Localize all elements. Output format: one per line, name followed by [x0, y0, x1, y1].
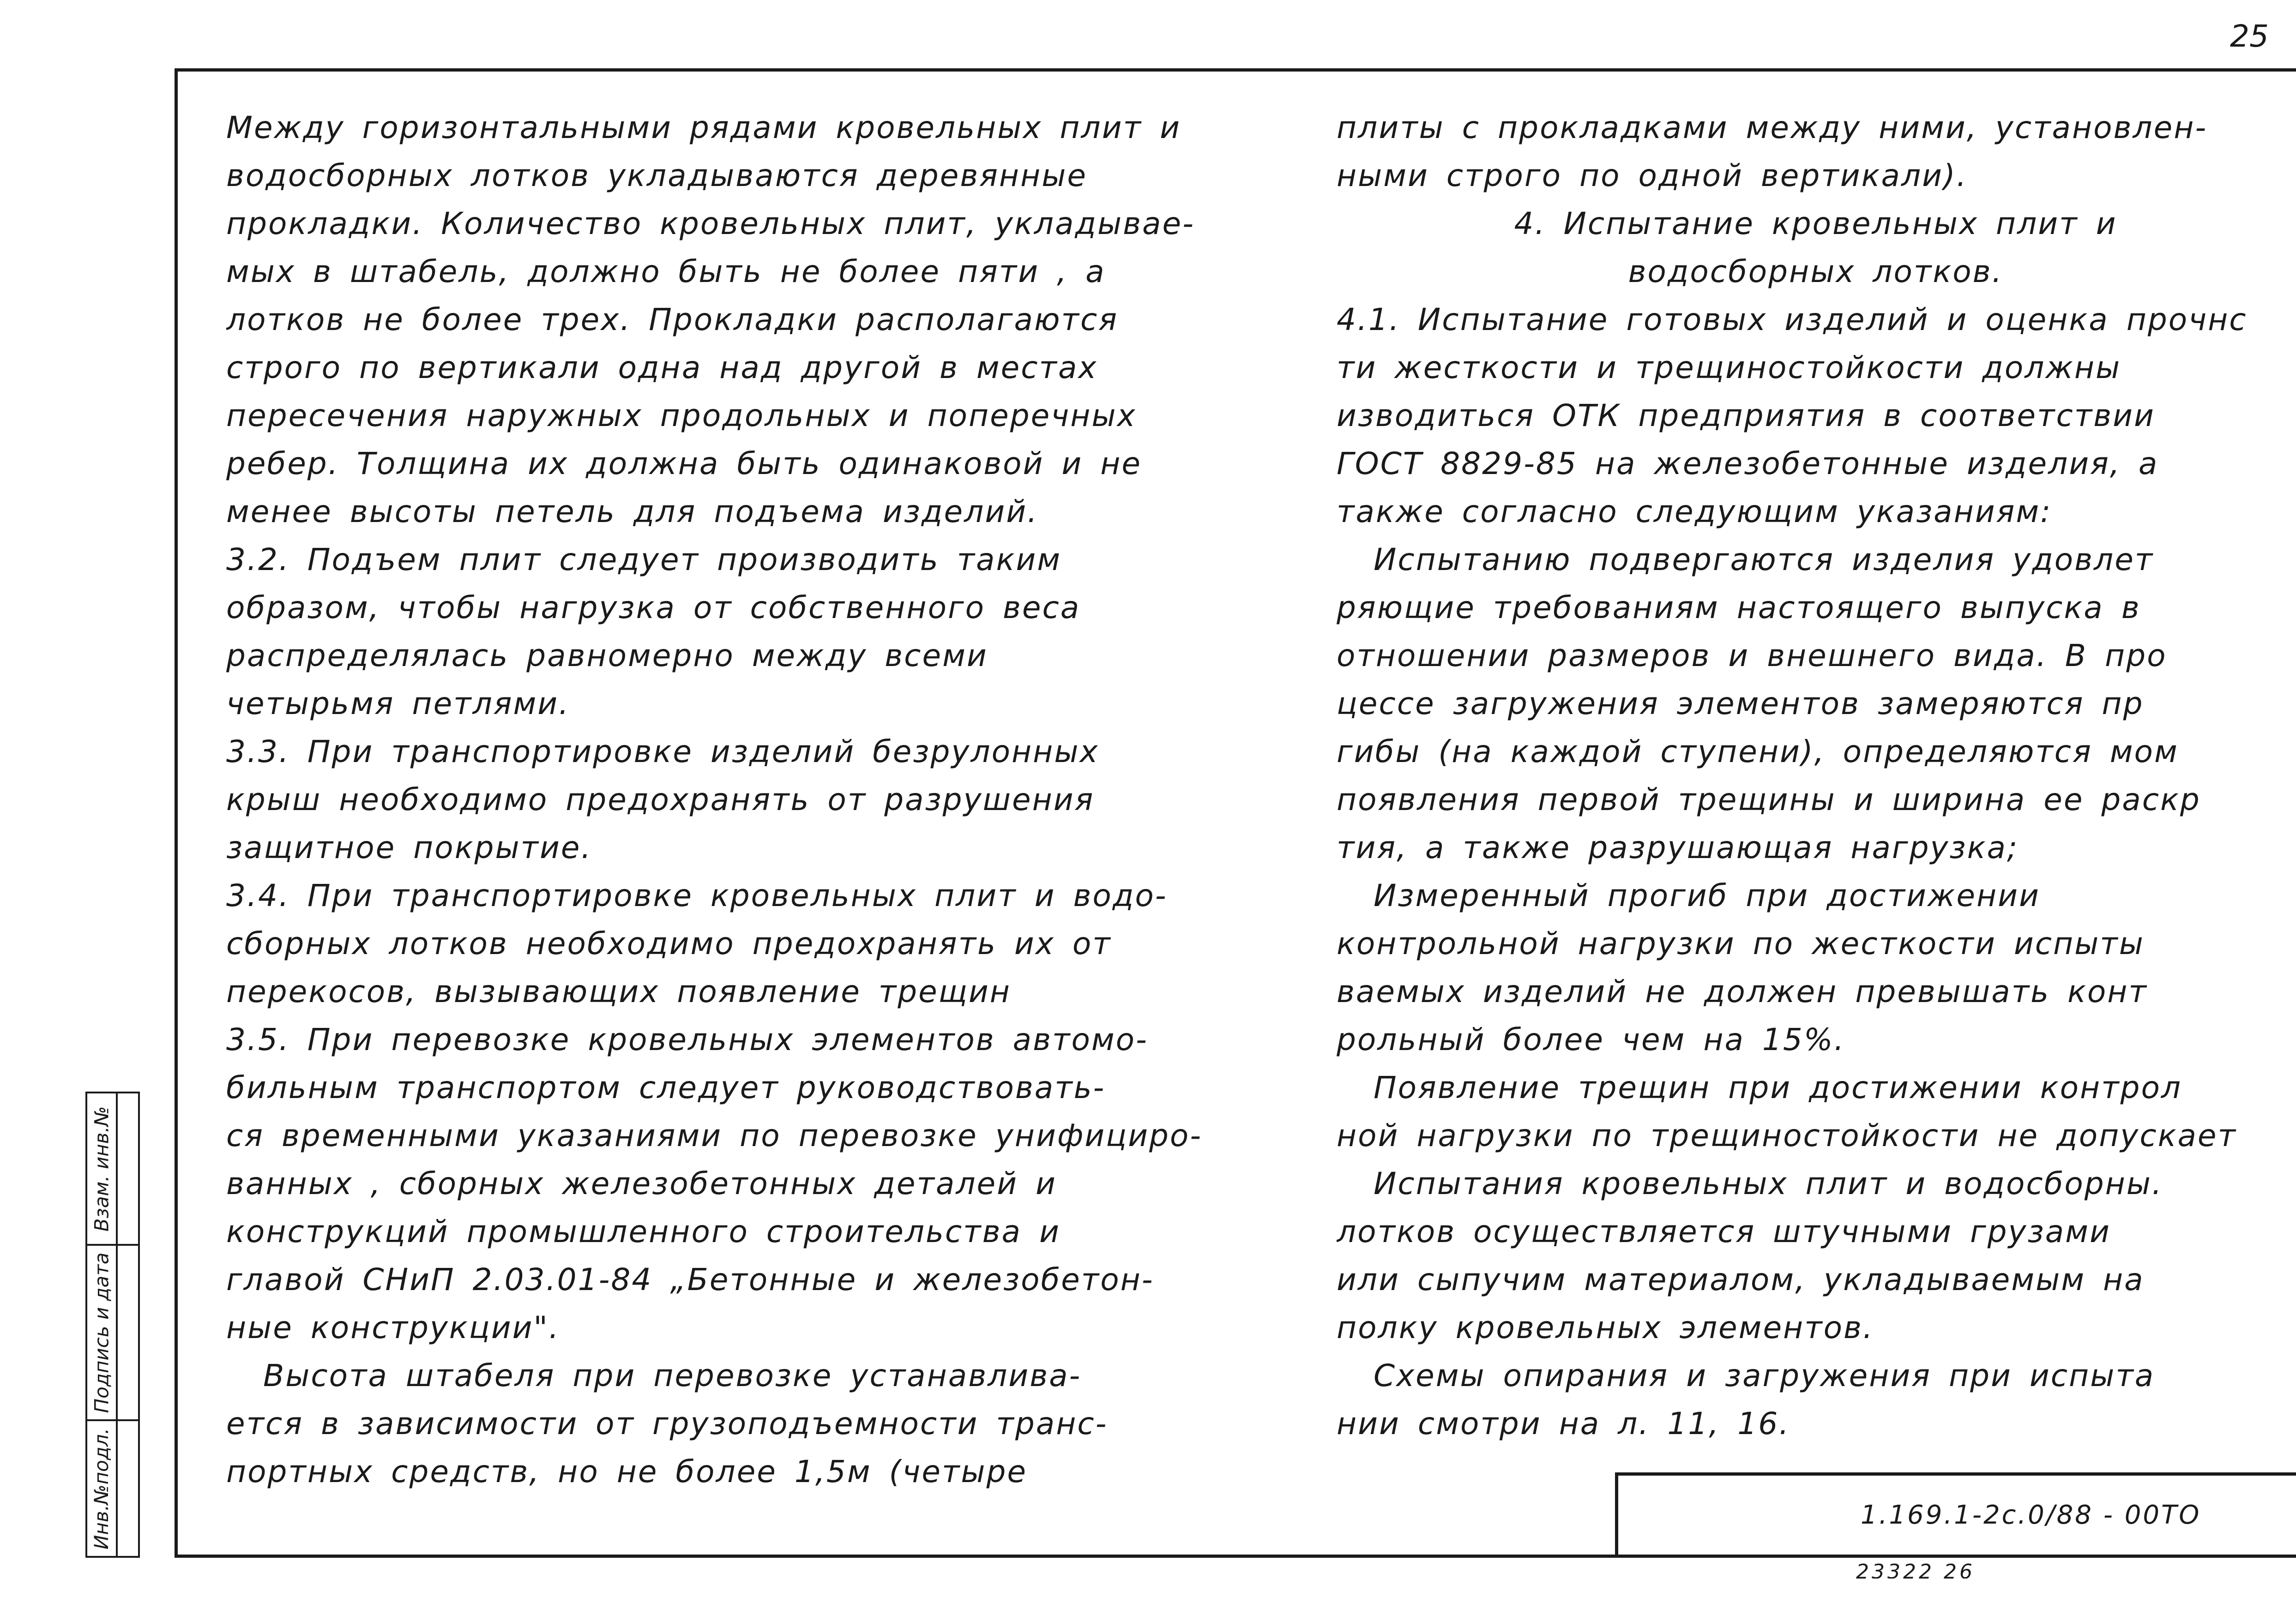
text-line: четырьмя петлями.: [226, 686, 570, 721]
text-line: контрольной нагрузки по жесткости испыты: [1337, 926, 2145, 961]
text-line: Появление трещин при достижении контрол: [1374, 1070, 2182, 1105]
text-line: защитное покрытие.: [226, 830, 592, 865]
document-subcode: 23322 26: [1856, 1560, 1975, 1579]
text-line: рольный более чем на 15%.: [1337, 1022, 1845, 1057]
text-line: портных средств, но не более 1,5м (четыре: [226, 1454, 1028, 1489]
text-line: Между горизонтальными рядами кровельных плит и: [226, 110, 1181, 145]
text-line: цессе загружения элементов замеряются пр: [1337, 686, 2144, 721]
text-line: ваемых изделий не должен превышать конт: [1337, 974, 2148, 1009]
text-line: прокладки. Количество кровельных плит, укладывае-: [226, 206, 1195, 241]
text-line: Схемы опирания и загружения при испыта: [1374, 1358, 2155, 1393]
text-line: распределялась равномерно между всеми: [226, 638, 988, 673]
text-line: ной нагрузки по трещиностойкости не допускает: [1337, 1118, 2237, 1153]
text-line: плиты с прокладками между ними, установлен-: [1337, 110, 2208, 145]
text-line: отношении размеров и внешнего вида. В про: [1337, 638, 2167, 673]
text-line: бильным транспортом следует руководствовать-: [226, 1070, 1106, 1105]
stamp-label: Взам. инв.№: [90, 1106, 113, 1231]
text-line: строго по вертикали одна над другой в местах: [226, 350, 1098, 385]
stamp-cell-signature: [87, 1246, 116, 1421]
text-line: главой СНиП 2.03.01-84 „Бетонные и железобетон-: [226, 1262, 1154, 1297]
stamp-label: Инв.№подл.: [90, 1428, 113, 1549]
text-line: водосборных лотков укладываются деревянные: [226, 158, 1087, 193]
text-line: сборных лотков необходимо предохранять их от: [226, 926, 1112, 961]
text-line: пересечения наружных продольных и поперечных: [226, 398, 1137, 433]
text-line: 4.1. Испытание готовых изделий и оценка прочнс: [1337, 302, 2248, 337]
text-line: 3.2. Подъем плит следует производить таким: [226, 542, 1062, 577]
text-line: ные конструкции".: [226, 1310, 560, 1345]
text-line: или сыпучим материалом, укладываемым на: [1337, 1262, 2145, 1297]
text-line: ребер. Толщина их должна быть одинаковой и не: [226, 446, 1142, 481]
stamp-blank-cell: [118, 1246, 138, 1421]
text-line: полку кровельных элементов.: [1337, 1310, 1874, 1345]
text-line: ся временными указаниями по перевозке унифициро-: [226, 1118, 1203, 1153]
text-line: тия, а также разрушающая нагрузка;: [1337, 830, 2019, 865]
text-line: крыш необходимо предохранять от разрушения: [226, 782, 1095, 817]
right-text-column: [1337, 104, 2295, 1448]
text-line: конструкций промышленного строительства и: [226, 1214, 1061, 1249]
text-line: ными строго по одной вертикали).: [1337, 158, 1968, 193]
page-number: 25: [2230, 18, 2269, 54]
text-line: также согласно следующим указаниям:: [1337, 494, 2052, 529]
text-line: перекосов, вызывающих появление трещин: [226, 974, 1011, 1009]
text-line: 3.3. При транспортировке изделий безрулонных: [226, 734, 1099, 769]
left-text-column: [226, 104, 1344, 1496]
text-line: ванных , сборных железобетонных деталей и: [226, 1166, 1057, 1201]
text-line: 3.5. При перевозке кровельных элементов автомо-: [226, 1022, 1148, 1057]
stamp-blank-cell: [118, 1093, 138, 1246]
text-line: лотков осуществляется штучными грузами: [1337, 1214, 2111, 1249]
text-line: ти жесткости и трещиностойкости должны: [1337, 350, 2121, 385]
text-line: появления первой трещины и ширина ее раскр: [1337, 782, 2201, 817]
text-line: ряющие требованиям настоящего выпуска в: [1337, 590, 2141, 625]
text-line: лотков не более трех. Прокладки располагаются: [226, 302, 1118, 337]
text-line: Высота штабеля при перевозке устанавлива-: [263, 1358, 1082, 1393]
text-line: Измеренный прогиб при достижении: [1374, 878, 2040, 913]
section-heading: водосборных лотков.: [1628, 254, 2003, 289]
stamp-cell-inventory: [87, 1421, 116, 1556]
side-stamp-column: [118, 1092, 140, 1558]
section-heading: 4. Испытание кровельных плит и: [1514, 206, 2117, 241]
text-line: образом, чтобы нагрузка от собственного веса: [226, 590, 1081, 625]
stamp-cell-replacement: [87, 1093, 116, 1246]
text-line: гибы (на каждой ступени), определяются мом: [1337, 734, 2179, 769]
text-line: мых в штабель, должно быть не более пяти , а: [226, 254, 1106, 289]
text-line: Испытанию подвергаются изделия удовлет: [1374, 542, 2154, 577]
text-line: ется в зависимости от грузоподъемности транс-: [226, 1406, 1108, 1441]
side-stamp: [85, 1092, 118, 1558]
text-line: нии смотри на л. 11, 16.: [1337, 1406, 1790, 1441]
text-line: изводиться ОТК предприятия в соответствии: [1337, 398, 2155, 433]
stamp-label: Подпись и дата: [90, 1252, 113, 1413]
text-line: Испытания кровельных плит и водосборны.: [1374, 1166, 2163, 1201]
text-line: менее высоты петель для подъема изделий.: [226, 494, 1039, 529]
text-line: ГОСТ 8829-85 на железобетонные изделия, а: [1337, 446, 2159, 481]
text-line: 3.4. При транспортировке кровельных плит и водо-: [226, 878, 1168, 913]
document-code: 1.169.1-2с.0/88 - 00ТО: [1861, 1500, 2201, 1530]
